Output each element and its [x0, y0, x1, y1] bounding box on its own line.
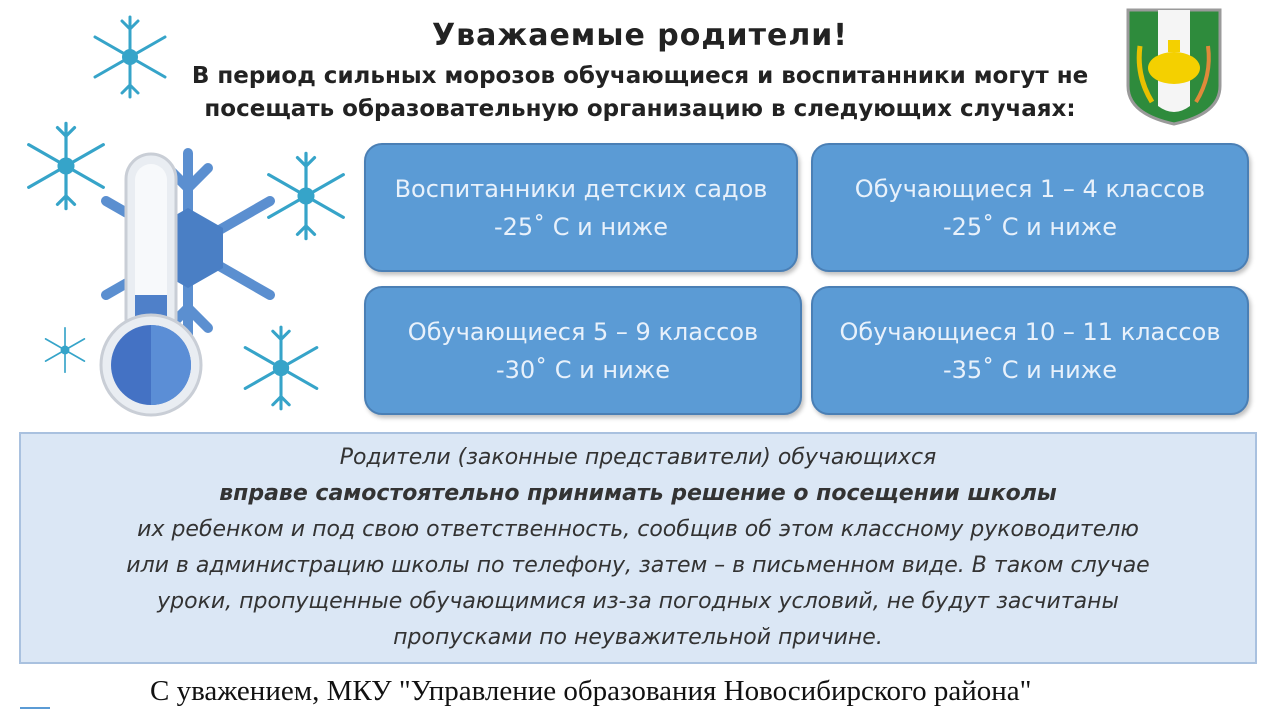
- card-temperature: -35˚ С и ниже: [942, 355, 1118, 384]
- notice-line: пропусками по неуважительной причине.: [393, 625, 883, 650]
- notice-line: или в администрацию школы по телефону, затем – в письменном виде. В таком случае: [126, 553, 1150, 578]
- notice-line: их ребенком и под свою ответственность, сообщив об этом классному руководителю: [137, 517, 1139, 542]
- temperature-card: [364, 143, 798, 272]
- temperature-card: [364, 286, 802, 415]
- temperature-card: [811, 143, 1249, 272]
- parents-notice: [19, 432, 1257, 664]
- page-subtitle: [150, 60, 1130, 126]
- card-temperature: -25˚ С и ниже: [493, 212, 669, 241]
- card-group: Обучающиеся 1 – 4 классов: [854, 174, 1206, 203]
- card-temperature: -30˚ С и ниже: [495, 355, 671, 384]
- notice-line-bold: вправе самостоятельно принимать решение о посещении школы: [219, 481, 1057, 506]
- subtitle-line: В период сильных морозов обучающиеся и воспитанники могут не: [191, 63, 1089, 89]
- snowflake-icon: [40, 325, 90, 375]
- subtitle-line: посещать образовательную организацию в следующих случаях:: [204, 96, 1076, 122]
- divider: [20, 707, 50, 709]
- card-temperature: -25˚ С и ниже: [942, 212, 1118, 241]
- thermometer-icon: [96, 150, 206, 420]
- page-title: Уважаемые родители!: [432, 18, 848, 53]
- notice-line: Родители (законные представители) обучающихся: [339, 445, 937, 470]
- temperature-card: [811, 286, 1249, 415]
- card-group: Обучающиеся 5 – 9 классов: [407, 317, 759, 346]
- signature: С уважением, МКУ "Управление образования Новосибирского района": [150, 675, 1032, 707]
- card-group: Воспитанники детских садов: [394, 174, 768, 203]
- coat-of-arms-emblem: [1124, 6, 1224, 126]
- notice-line: уроки, пропущенные обучающимися из-за погодных условий, не будут засчитаны: [157, 589, 1119, 614]
- card-group: Обучающиеся 10 – 11 классов: [839, 317, 1221, 346]
